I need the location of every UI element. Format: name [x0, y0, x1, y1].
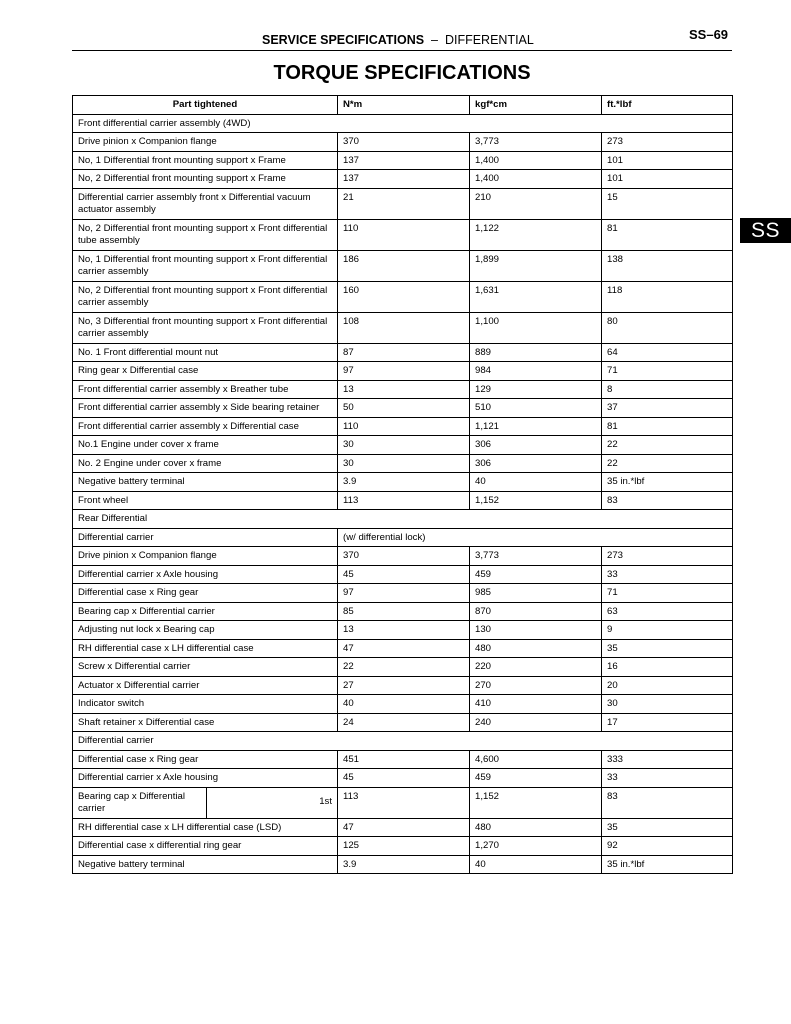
section-row	[73, 510, 733, 529]
nm-cell: 160	[338, 281, 470, 312]
kgf-cell: 870	[470, 602, 602, 621]
ft-cell: 35 in.*lbf	[602, 855, 733, 874]
ft-cell: 92	[602, 837, 733, 856]
table-row	[73, 584, 733, 603]
ft-cell: 16	[602, 658, 733, 677]
kgf-cell: 1,899	[470, 250, 602, 281]
ft-cell: 71	[602, 584, 733, 603]
table-row	[73, 837, 733, 856]
kgf-cell: 240	[470, 713, 602, 732]
table-row	[73, 362, 733, 381]
ft-cell: 101	[602, 170, 733, 189]
part-cell: Indicator switch	[73, 695, 338, 714]
nm-cell: 97	[338, 584, 470, 603]
part-cell: Negative battery terminal	[73, 473, 338, 492]
table-row	[73, 151, 733, 170]
ft-cell: 17	[602, 713, 733, 732]
table-row	[73, 454, 733, 473]
part-cell: Actuator x Differential carrier	[73, 676, 338, 695]
table-row	[73, 399, 733, 418]
table-row	[73, 565, 733, 584]
ft-cell: 33	[602, 565, 733, 584]
nm-cell: 113	[338, 491, 470, 510]
kgf-cell: 1,122	[470, 219, 602, 250]
ft-cell: 83	[602, 787, 733, 818]
page-number: SS–69	[689, 27, 729, 42]
table-row	[73, 250, 733, 281]
table-row	[73, 473, 733, 492]
ft-cell: 35	[602, 818, 733, 837]
part-cell: RH differential case x LH differential case	[73, 639, 338, 658]
kgf-cell: 984	[470, 362, 602, 381]
nm-cell: 47	[338, 639, 470, 658]
kgf-cell: 480	[470, 639, 602, 658]
part-cell: No. 1 Front differential mount nut	[73, 343, 338, 362]
kgf-cell: 306	[470, 454, 602, 473]
section-row	[73, 732, 733, 751]
document-title: TORQUE SPECIFICATIONS	[273, 62, 531, 84]
nm-cell: 3.9	[338, 855, 470, 874]
ft-cell: 35 in.*lbf	[602, 473, 733, 492]
table-row	[73, 170, 733, 189]
nm-cell: 45	[338, 769, 470, 788]
torque-spec-table	[72, 95, 733, 874]
section-row	[73, 114, 733, 133]
table-row	[73, 188, 733, 219]
ft-cell: 22	[602, 436, 733, 455]
part-cell: No.1 Engine under cover x frame	[73, 436, 338, 455]
table-row	[73, 436, 733, 455]
table-row	[73, 343, 733, 362]
header-subsection: DIFFERENTIAL	[444, 33, 534, 47]
kgf-cell: 459	[470, 565, 602, 584]
kgf-cell: 1,631	[470, 281, 602, 312]
column-header-nm: N*m	[338, 96, 470, 115]
part-cell: Drive pinion x Companion flange	[73, 547, 338, 566]
kgf-cell: 210	[470, 188, 602, 219]
section-label: Front differential carrier assembly (4WD)	[73, 114, 733, 133]
kgf-cell: 410	[470, 695, 602, 714]
part-cell: Bearing cap x Differential carrier	[73, 602, 338, 621]
nm-cell: 24	[338, 713, 470, 732]
kgf-cell: 1,400	[470, 170, 602, 189]
ft-cell: 71	[602, 362, 733, 381]
part-cell: Differential carrier x Axle housing	[73, 769, 338, 788]
part-cell: No, 1 Differential front mounting support x Frame	[73, 151, 338, 170]
nm-cell: 45	[338, 565, 470, 584]
column-header-ft: ft.*lbf	[602, 96, 733, 115]
table-row	[73, 380, 733, 399]
ft-cell: 138	[602, 250, 733, 281]
column-header-kgf: kgf*cm	[470, 96, 602, 115]
part-cell: Front differential carrier assembly x Differential case	[73, 417, 338, 436]
ft-cell: 333	[602, 750, 733, 769]
table-row	[73, 750, 733, 769]
ft-cell: 22	[602, 454, 733, 473]
part-cell: No, 1 Differential front mounting support x Front differential carrier assembly	[73, 250, 338, 281]
ft-cell: 81	[602, 417, 733, 436]
nm-cell: 137	[338, 151, 470, 170]
table-row	[73, 713, 733, 732]
ft-cell: 63	[602, 602, 733, 621]
kgf-cell: 480	[470, 818, 602, 837]
part-cell: No, 2 Differential front mounting support x Frame	[73, 170, 338, 189]
table-row	[73, 417, 733, 436]
nm-cell: 21	[338, 188, 470, 219]
kgf-cell: 1,100	[470, 312, 602, 343]
kgf-cell: 889	[470, 343, 602, 362]
nm-cell: 125	[338, 837, 470, 856]
nm-cell: 186	[338, 250, 470, 281]
nm-cell: 13	[338, 621, 470, 640]
kgf-cell: 1,121	[470, 417, 602, 436]
nm-cell: 40	[338, 695, 470, 714]
nm-cell: 27	[338, 676, 470, 695]
table-row	[73, 818, 733, 837]
kgf-cell: 1,400	[470, 151, 602, 170]
nm-cell: 108	[338, 312, 470, 343]
part-cell: Differential case x differential ring gear	[73, 837, 338, 856]
kgf-cell: 1,152	[470, 491, 602, 510]
nm-cell: 30	[338, 436, 470, 455]
nm-cell: 47	[338, 818, 470, 837]
part-cell: Drive pinion x Companion flange	[73, 133, 338, 152]
ft-cell: 8	[602, 380, 733, 399]
part-cell: No, 2 Differential front mounting support x Front differential tube assembly	[73, 219, 338, 250]
part-cell: No, 2 Differential front mounting support x Front differential carrier assembly	[73, 281, 338, 312]
kgf-cell: 4,600	[470, 750, 602, 769]
note-cell: (w/ differential lock)	[338, 528, 733, 547]
nm-cell: 370	[338, 547, 470, 566]
part-cell	[73, 787, 338, 818]
table-row	[73, 281, 733, 312]
nm-cell: 50	[338, 399, 470, 418]
part-cell: Differential carrier	[73, 528, 338, 547]
table-row	[73, 547, 733, 566]
nm-cell: 22	[338, 658, 470, 677]
kgf-cell: 510	[470, 399, 602, 418]
table-row	[73, 639, 733, 658]
nm-cell: 97	[338, 362, 470, 381]
kgf-cell: 459	[470, 769, 602, 788]
table-body	[73, 114, 733, 874]
part-cell: Differential carrier assembly front x Differential vacuum actuator assembly	[73, 188, 338, 219]
part-cell: No. 2 Engine under cover x frame	[73, 454, 338, 473]
nm-cell: 110	[338, 417, 470, 436]
ft-cell: 30	[602, 695, 733, 714]
part-cell: Shaft retainer x Differential case	[73, 713, 338, 732]
nm-cell: 13	[338, 380, 470, 399]
table-row	[73, 676, 733, 695]
ft-cell: 101	[602, 151, 733, 170]
kgf-cell: 1,270	[470, 837, 602, 856]
page-header	[262, 33, 534, 47]
nm-cell: 30	[338, 454, 470, 473]
table-row	[73, 658, 733, 677]
kgf-cell: 306	[470, 436, 602, 455]
part-cell: Differential case x Ring gear	[73, 584, 338, 603]
table-row	[73, 219, 733, 250]
kgf-cell: 129	[470, 380, 602, 399]
header-rule	[72, 50, 732, 51]
table-row	[73, 491, 733, 510]
kgf-cell: 40	[470, 473, 602, 492]
section-label: Differential carrier	[73, 732, 733, 751]
ft-cell: 83	[602, 491, 733, 510]
part-cell: Ring gear x Differential case	[73, 362, 338, 381]
nm-cell: 370	[338, 133, 470, 152]
part-cell: Front wheel	[73, 491, 338, 510]
column-header-part: Part tightened	[73, 96, 338, 115]
part-cell: No, 3 Differential front mounting support x Front differential carrier assembly	[73, 312, 338, 343]
part-cell: Adjusting nut lock x Bearing cap	[73, 621, 338, 640]
header-dash: –	[431, 33, 438, 47]
ft-cell: 37	[602, 399, 733, 418]
part-cell: Differential carrier x Axle housing	[73, 565, 338, 584]
nm-cell: 87	[338, 343, 470, 362]
part-cell: Front differential carrier assembly x Side bearing retainer	[73, 399, 338, 418]
table-header-row	[73, 96, 733, 115]
kgf-cell: 40	[470, 855, 602, 874]
table-row	[73, 769, 733, 788]
part-cell: Front differential carrier assembly x Breather tube	[73, 380, 338, 399]
part-cell: Differential case x Ring gear	[73, 750, 338, 769]
section-label: Rear Differential	[73, 510, 733, 529]
ft-cell: 118	[602, 281, 733, 312]
nm-cell: 85	[338, 602, 470, 621]
ft-cell: 33	[602, 769, 733, 788]
table-row	[73, 787, 733, 818]
table-row	[73, 695, 733, 714]
ft-cell: 80	[602, 312, 733, 343]
kgf-cell: 3,773	[470, 547, 602, 566]
part-label: Bearing cap x Differential carrier	[73, 788, 207, 818]
nm-cell: 110	[338, 219, 470, 250]
part-cell: Screw x Differential carrier	[73, 658, 338, 677]
part-cell: Negative battery terminal	[73, 855, 338, 874]
part-cell: RH differential case x LH differential case (LSD)	[73, 818, 338, 837]
kgf-cell: 270	[470, 676, 602, 695]
ft-cell: 9	[602, 621, 733, 640]
nm-cell: 3.9	[338, 473, 470, 492]
kgf-cell: 1,152	[470, 787, 602, 818]
kgf-cell: 985	[470, 584, 602, 603]
header-section: SERVICE SPECIFICATIONS	[262, 33, 425, 47]
table-row	[73, 312, 733, 343]
ft-cell: 15	[602, 188, 733, 219]
subsection-row	[73, 528, 733, 547]
nm-cell: 137	[338, 170, 470, 189]
table-row	[73, 621, 733, 640]
ft-cell: 20	[602, 676, 733, 695]
kgf-cell: 3,773	[470, 133, 602, 152]
section-tab: SS	[740, 218, 791, 243]
table-row	[73, 133, 733, 152]
ft-cell: 35	[602, 639, 733, 658]
table-row	[73, 855, 733, 874]
kgf-cell: 130	[470, 621, 602, 640]
ft-cell: 81	[602, 219, 733, 250]
kgf-cell: 220	[470, 658, 602, 677]
ft-cell: 64	[602, 343, 733, 362]
ft-cell: 273	[602, 547, 733, 566]
split-part-cell	[73, 788, 337, 818]
ft-cell: 273	[602, 133, 733, 152]
table-row	[73, 602, 733, 621]
nm-cell: 451	[338, 750, 470, 769]
sub-step-label: 1st	[319, 795, 332, 807]
nm-cell: 113	[338, 787, 470, 818]
